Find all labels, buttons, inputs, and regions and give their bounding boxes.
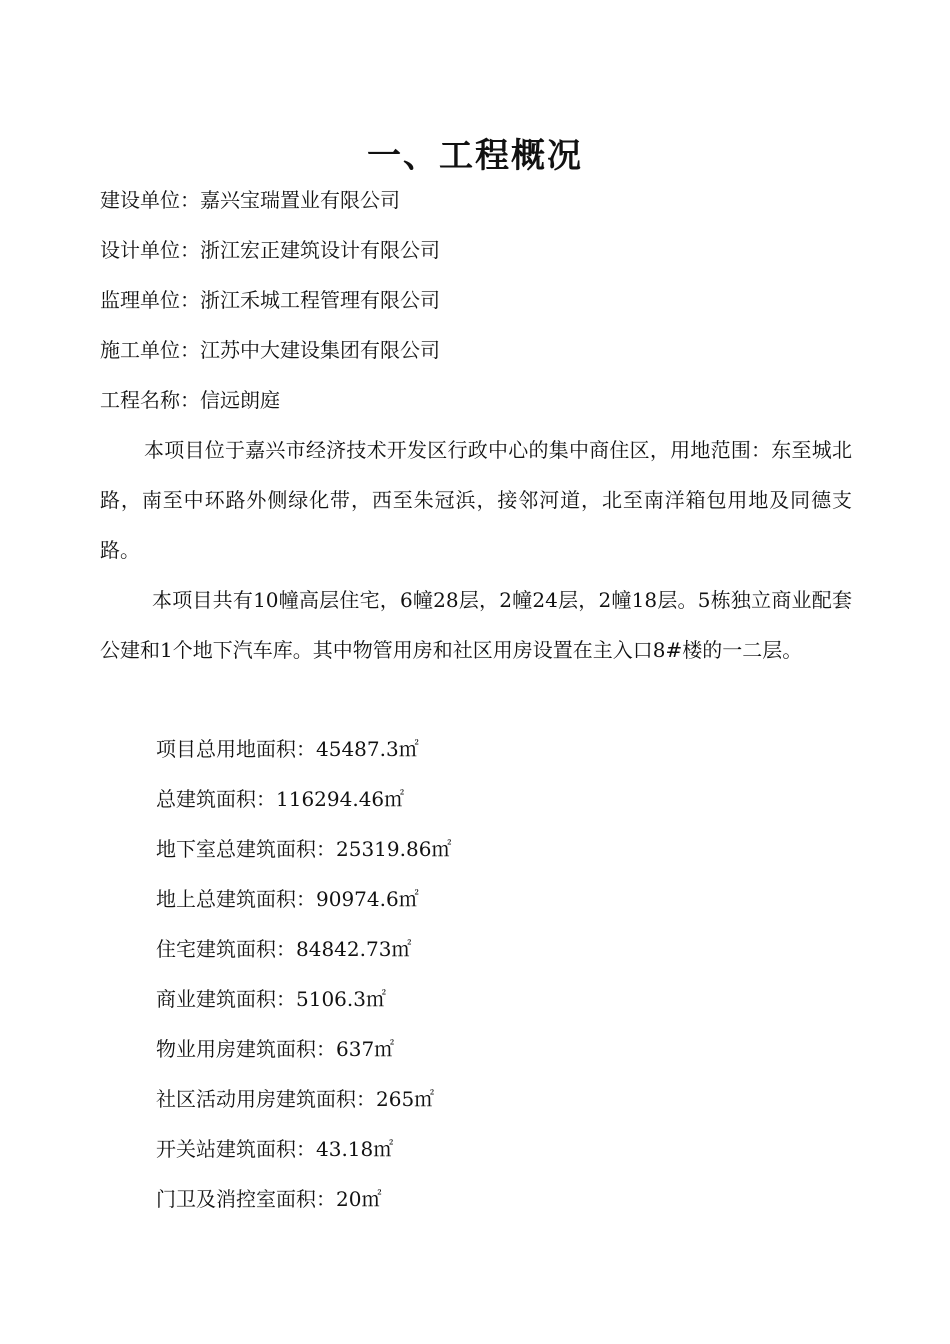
page-title: 一、工程概况	[367, 136, 583, 176]
info-construction-unit: 建设单位：嘉兴宝瑞置业有限公司	[100, 188, 400, 212]
paragraph-location: 本项目位于嘉兴市经济技术开发区行政中心的集中商住区，用地范围：东至城北路，南至中环路外侧绿化带，西至朱冠浜，接邻河道，北至南洋箱包用地及同德支路。	[100, 438, 852, 562]
stat-total-land-area: 项目总用地面积：45487.3㎡	[156, 737, 419, 761]
stat-commercial-area: 商业建筑面积：5106.3㎡	[156, 987, 386, 1011]
paragraph-buildings: 本项目共有10幢高层住宅，6幢28层，2幢24层，2幢18层。5栋独立商业配套公建和1个地下汽车库。其中物管用房和社区用房设置在主入口8#楼的一二层。	[100, 588, 852, 662]
stat-switch-station-area: 开关站建筑面积：43.18㎡	[156, 1137, 394, 1161]
stat-residential-area: 住宅建筑面积：84842.73㎡	[156, 937, 412, 961]
info-contractor-unit: 施工单位：江苏中大建设集团有限公司	[100, 338, 440, 362]
info-project-name: 工程名称：信远朗庭	[100, 388, 280, 412]
stat-total-floor-area: 总建筑面积：116294.46㎡	[156, 787, 405, 811]
stat-property-management-area: 物业用房建筑面积：637㎡	[156, 1037, 395, 1061]
stat-basement-area: 地下室总建筑面积：25319.86㎡	[156, 837, 452, 861]
info-supervision-unit: 监理单位：浙江禾城工程管理有限公司	[100, 288, 440, 312]
stat-guard-room-area: 门卫及消控室面积：20㎡	[156, 1187, 382, 1211]
info-design-unit: 设计单位：浙江宏正建筑设计有限公司	[100, 238, 440, 262]
stat-community-activity-area: 社区活动用房建筑面积：265㎡	[156, 1087, 435, 1111]
stat-above-ground-area: 地上总建筑面积：90974.6㎡	[156, 887, 419, 911]
